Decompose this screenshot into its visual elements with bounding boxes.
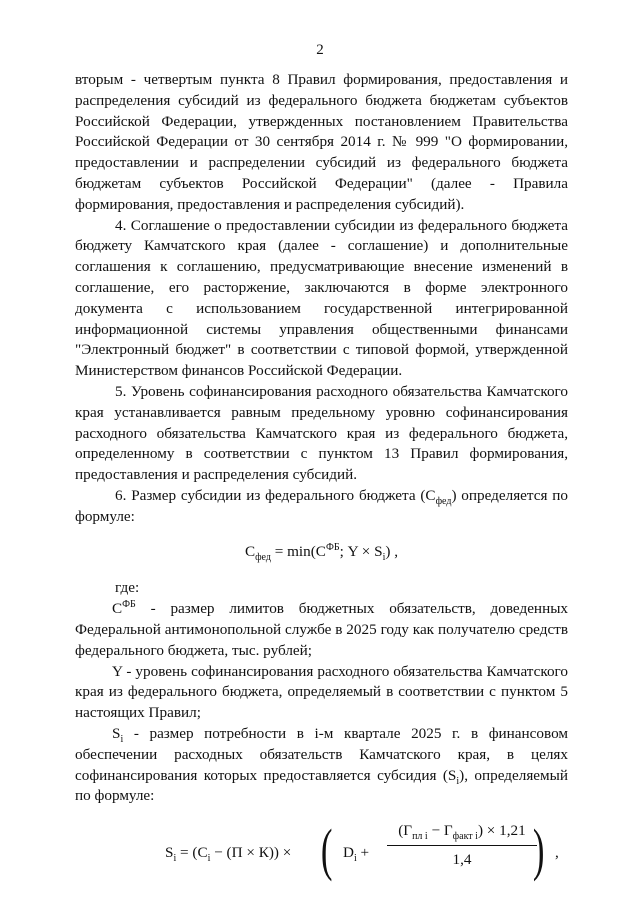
formula2-mid-a: = (С	[176, 844, 208, 862]
formula2-num-sub1: пл i	[412, 831, 428, 843]
formula2-numerator	[387, 821, 537, 842]
formula2-plus: +	[356, 844, 370, 862]
formula2-d-sub: i	[353, 853, 357, 865]
formula2-mid-sub: i	[207, 853, 211, 865]
definition-si	[75, 724, 568, 807]
paragraph-6-subscript: фед	[435, 495, 452, 507]
paragraph-5: 5. Уровень софинансирования расходного обязательства Камчатского края устанавливается равным предельному уровню софинансирования расходного обязательства Камчатского края из федерального бюджета, определенному в соответствии с пунктом 13 Правил формирования, предоставления и распределения субсидий.	[75, 382, 568, 484]
formula2-num-c: ) × 1,21	[477, 822, 526, 840]
formula2-left-side	[165, 843, 291, 864]
formula1-rhs-sub: i	[382, 551, 386, 563]
definition-y-symbol: Y	[112, 662, 123, 680]
formula2-fraction-bar	[387, 845, 537, 846]
formula-subsidy	[75, 542, 568, 563]
definition-si-text-a: - размер потребности в i-м квартале 2025 г. в финансовом обеспечении расходных обязательств Камчатского края, в целях софинансирования которых предоставляется субсидия (S	[75, 724, 568, 784]
paragraph-4: 4. Соглашение о предоставлении субсидии из федерального бюджета бюджету Камчатского края (далее - соглашение) и дополнительные соглашения к соглашению, предусматривающие внесение изменений в соглашение, его расторжение, заключаются в форме электронного документа с использованием государственной интегрированной информационной системы управления общественными финансами "Электронный бюджет" в соответствии с типовой формой, утвержденной Министерством финансов Российской Федерации.	[75, 216, 568, 380]
formula2-denominator: 1,4	[452, 850, 472, 868]
formula2-trailing-comma: ,	[555, 844, 559, 862]
definition-si-text-sub: i	[456, 775, 460, 787]
formula1-lhs: С	[244, 542, 256, 560]
formula2-lhs: S	[165, 844, 174, 862]
formula2-d-term	[343, 843, 369, 864]
paragraph-6-text-a: 6. Размер субсидии из федерального бюджета (С	[115, 486, 436, 504]
formula2-num-b: − Г	[427, 822, 453, 840]
definition-y	[75, 662, 568, 724]
definition-cfb-text: - размер лимитов бюджетных обязательств, доведенных Федеральной антимонопольной службе в 2025 году как получателю средств федерального бюджета, тыс. рублей;	[75, 600, 568, 659]
page-number: 2	[316, 42, 324, 58]
definition-y-text: - уровень софинансирования расходного обязательства Камчатского края из федерального бюджета, определяемый в соответствии с пунктом 5 настоящих Правил;	[75, 662, 568, 722]
formula2-d: D	[343, 844, 354, 862]
formula1-rhs-b: ; Y × S	[339, 542, 383, 560]
definition-si-sub: i	[120, 733, 124, 745]
document-body	[75, 70, 568, 895]
formula2-left-paren: (	[320, 817, 333, 883]
definition-si-text-b: ), определяемый по формуле:	[75, 766, 568, 805]
formula1-rhs-c: ) ,	[385, 542, 399, 560]
paragraph-6	[75, 486, 568, 528]
definition-cfb-symbol: С	[112, 600, 123, 618]
formula2-num-a: (Г	[398, 822, 413, 840]
definition-cfb-sup: ФБ	[122, 599, 136, 611]
formula1-rhs-sup: ФБ	[325, 541, 340, 553]
definition-si-symbol: S	[112, 724, 121, 742]
paragraph-continuation: вторым - четвертым пункта 8 Правил формирования, предоставления и распределения субсидий из федерального бюджета бюджетам субъектов Российской Федерации, утвержденных постановлением Правительства Российской Федерации от 30 сентября 2014 г. № 999 "О формировании, предоставлении и распределении субсидий из федерального бюджета бюджетам субъектов Российской Федерации" (далее - Правила формирования, предоставления и распределения субсидий).	[75, 71, 568, 213]
formula2-fraction	[387, 821, 537, 871]
where-label: где:	[115, 579, 140, 597]
formula-need	[75, 815, 568, 895]
formula2-mid-b: − (П × К)) ×	[210, 844, 292, 862]
formula2-right-paren: )	[532, 817, 545, 883]
formula1-rhs-a: = min(С	[270, 542, 326, 560]
definition-cfb	[75, 599, 568, 661]
formula2-num-sub2: факт i	[452, 831, 478, 843]
formula2-lhs-sub: i	[173, 853, 177, 865]
formula1-lhs-sub: фед	[255, 551, 271, 563]
paragraph-6-text-b: ) определяется по формуле:	[75, 486, 568, 525]
